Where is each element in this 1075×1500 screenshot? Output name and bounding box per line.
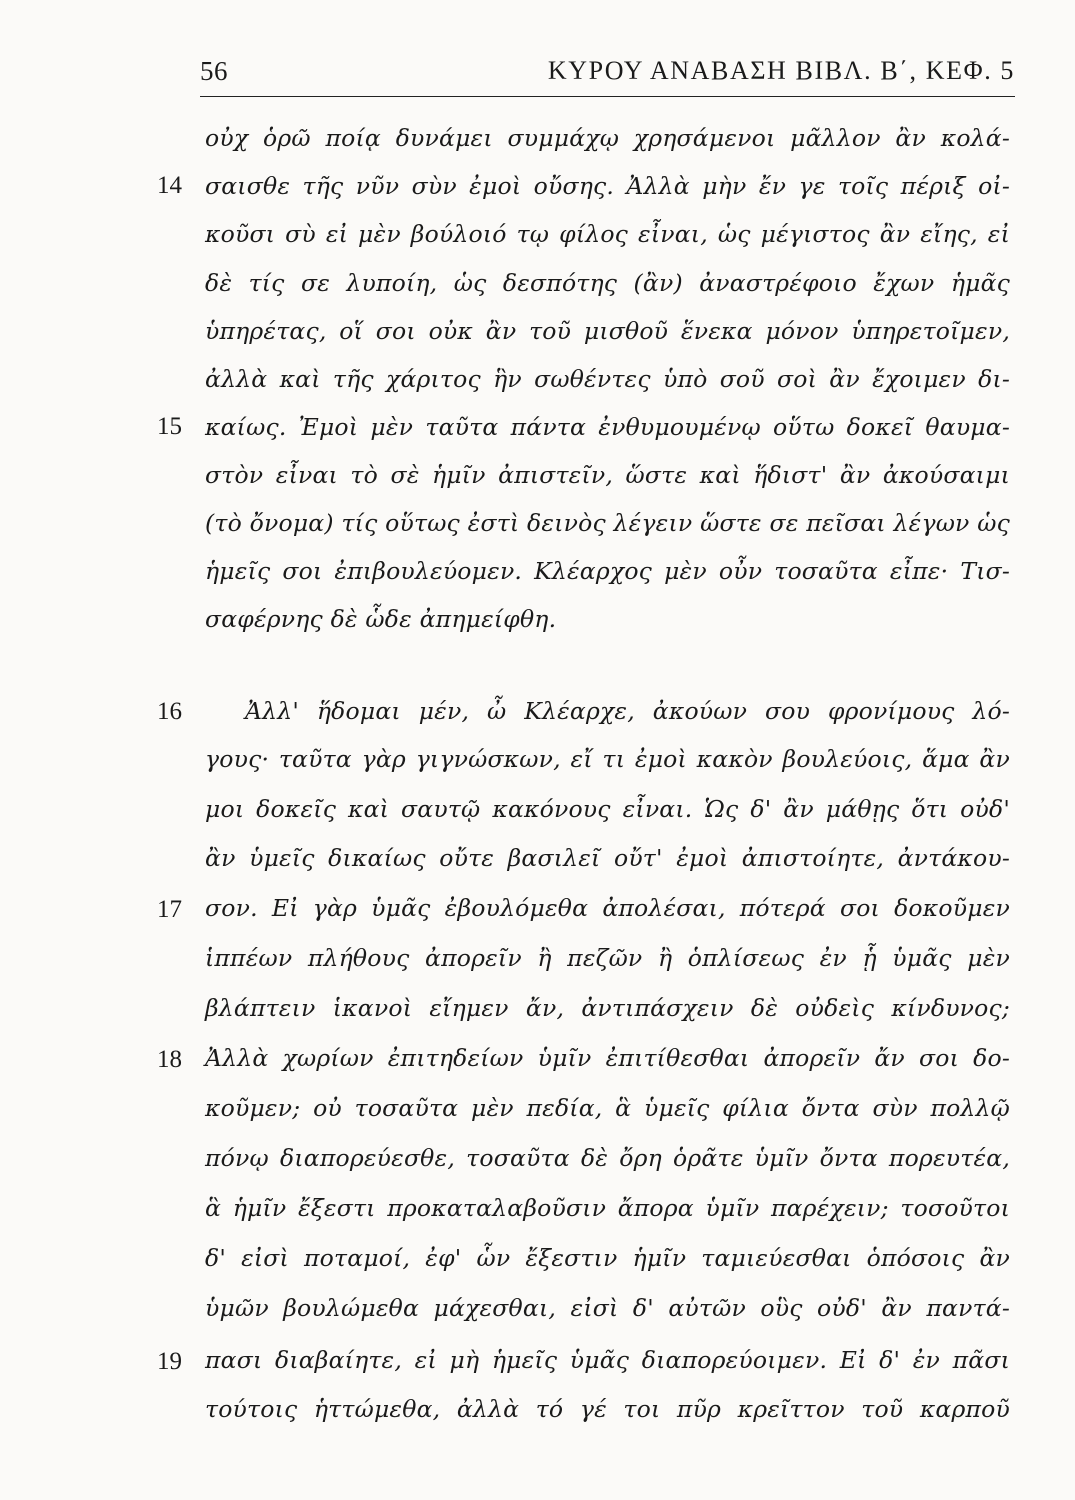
text-line: πασι διαβαίητε, εἰ μὴ ἡμεῖς ὑμᾶς διαπορεύοιμεν. Εἰ δ' ἐν πᾶσι	[205, 1346, 1010, 1374]
text-line: οὐχ ὁρῶ ποίᾳ δυνάμει συμμάχῳ χρησάμενοι μᾶλλον ἂν κολά-	[205, 124, 1010, 152]
text-line: ἂν ὑμεῖς δικαίως οὔτε βασιλεῖ οὔτ' ἐμοὶ ἀπιστοίητε, ἀντάκου-	[205, 844, 1010, 872]
text-line: στὸν εἶναι τὸ σὲ ἡμῖν ἀπιστεῖν, ὥστε καὶ ἥδιστ' ἂν ἀκούσαιμι	[205, 461, 1010, 489]
text-line: δὲ τίς σε λυποίη, ὡς δεσπότης (ἂν) ἀναστρέφοιο ἔχων ἡμᾶς	[205, 269, 1010, 297]
running-head: ΚΥΡΟΥ ΑΝΑΒΑΣΗ ΒΙΒΛ. Β΄, ΚΕΦ. 5	[547, 56, 1015, 85]
section-number-15: 15	[157, 413, 182, 440]
section-number-19: 19	[157, 1348, 182, 1375]
text-line: βλάπτειν ἱκανοὶ εἴημεν ἄν, ἀντιπάσχειν δὲ οὐδεὶς κίνδυνος;	[205, 994, 1010, 1022]
section-number-16: 16	[157, 698, 182, 725]
text-line: Ἀλλὰ χωρίων ἐπιτηδείων ὑμῖν ἐπιτίθεσθαι ἀπορεῖν ἄν σοι δο-	[205, 1044, 1010, 1072]
text-line: κοῦμεν; οὐ τοσαῦτα μὲν πεδία, ἃ ὑμεῖς φίλια ὄντα σὺν πολλῷ	[205, 1094, 1010, 1122]
text-line: ὑμῶν βουλώμεθα μάχεσθαι, εἰσὶ δ' αὐτῶν οὓς οὐδ' ἂν παντά-	[205, 1294, 1010, 1322]
text-line: ἃ ἡμῖν ἔξεστι προκαταλαβοῦσιν ἄπορα ὑμῖν παρέχειν; τοσοῦτοι	[205, 1194, 1010, 1222]
text-line: σαισθε τῆς νῦν σὺν ἐμοὶ οὔσης. Ἀλλὰ μὴν ἔν γε τοῖς πέριξ οἰ-	[205, 172, 1010, 200]
text-line: δ' εἰσὶ ποταμοί, ἐφ' ὧν ἔξεστιν ἡμῖν ταμιεύεσθαι ὁπόσοις ἂν	[205, 1244, 1010, 1272]
text-line: ὑπηρέτας, οἵ σοι οὐκ ἂν τοῦ μισθοῦ ἕνεκα μόνον ὑπηρετοῖμεν,	[205, 317, 1010, 345]
text-line: πόνῳ διαπορεύεσθε, τοσαῦτα δὲ ὄρη ὁρᾶτε ὑμῖν ὄντα πορευτέα,	[205, 1144, 1010, 1172]
section-number-17: 17	[157, 896, 182, 923]
text-line: καίως. Ἐμοὶ μὲν ταῦτα πάντα ἐνθυμουμένῳ οὕτω δοκεῖ θαυμα-	[205, 413, 1010, 441]
section-number-18: 18	[157, 1046, 182, 1073]
section-number-14: 14	[157, 172, 182, 199]
text-line: κοῦσι σὺ εἰ μὲν βούλοιό τῳ φίλος εἶναι, ὡς μέγιστος ἂν εἴης, εἰ	[205, 220, 1010, 248]
text-line-indented: Ἀλλ' ἥδομαι μέν, ὦ Κλέαρχε, ἀκούων σου φρονίμους λό-	[245, 697, 1010, 725]
text-line: γους· ταῦτα γὰρ γιγνώσκων, εἴ τι ἐμοὶ κακὸν βουλεύοις, ἅμα ἂν	[205, 745, 1010, 773]
text-line: ἱππέων πλήθους ἀπορεῖν ἢ πεζῶν ἢ ὁπλίσεως ἐν ᾗ ὑμᾶς μὲν	[205, 944, 1010, 972]
text-line: (τὸ ὄνομα) τίς οὕτως ἐστὶ δεινὸς λέγειν ὥστε σε πεῖσαι λέγων ὡς	[205, 509, 1010, 537]
text-line: ἡμεῖς σοι ἐπιβουλεύομεν. Κλέαρχος μὲν οὖν τοσαῦτα εἶπε· Τισ-	[205, 557, 1010, 585]
text-line: σον. Εἰ γὰρ ὑμᾶς ἐβουλόμεθα ἀπολέσαι, πότερά σοι δοκοῦμεν	[205, 894, 1010, 922]
text-line: σαφέρνης δὲ ὧδε ἀπημείφθη.	[205, 605, 557, 633]
page-number: 56	[200, 56, 228, 86]
text-line: μοι δοκεῖς καὶ σαυτῷ κακόνους εἶναι. Ὡς δ' ἂν μάθῃς ὅτι οὐδ'	[205, 795, 1010, 823]
text-line: τούτοις ἡττώμεθα, ἀλλὰ τό γέ τοι πῦρ κρεῖττον τοῦ καρποῦ	[205, 1395, 1010, 1423]
text-line: ἀλλὰ καὶ τῆς χάριτος ἣν σωθέντες ὑπὸ σοῦ σοὶ ἂν ἔχοιμεν δι-	[205, 365, 1010, 393]
